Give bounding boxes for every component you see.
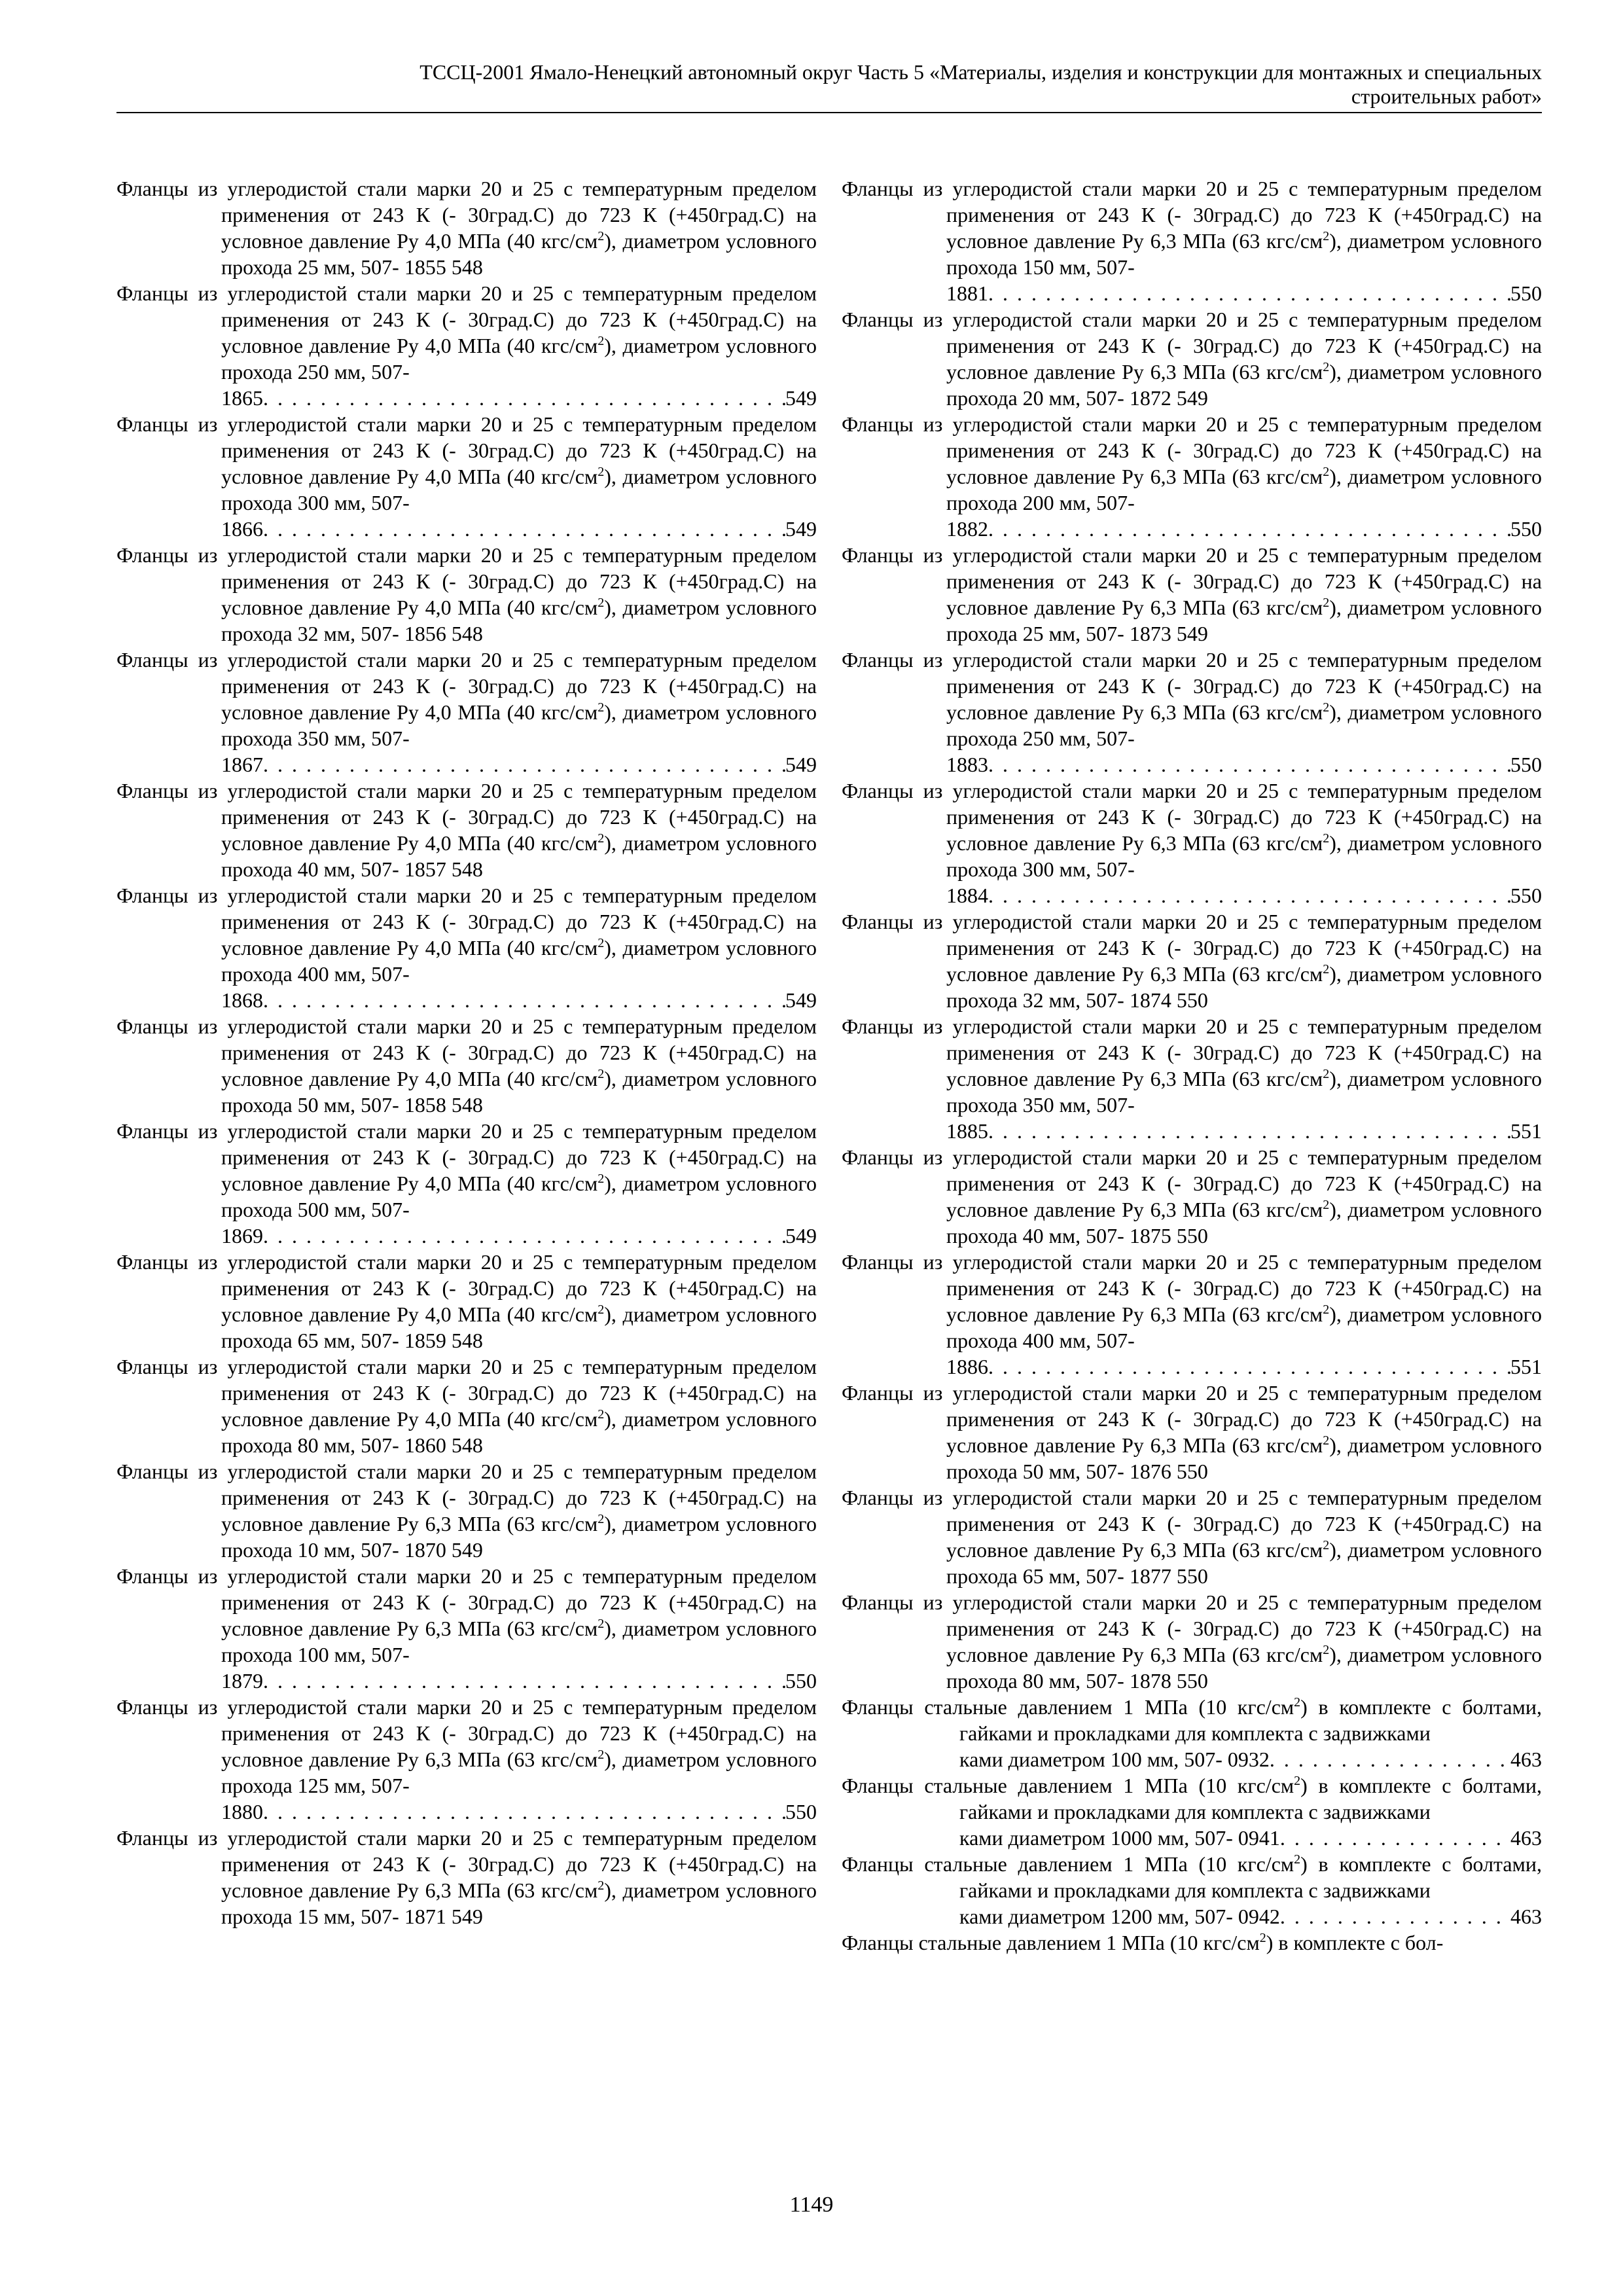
entry-code: ками диаметром 1000 мм, 507- 0941	[959, 1826, 1280, 1850]
entry-page-number: 548	[451, 1329, 483, 1352]
entry-code: 1866	[221, 517, 263, 541]
entry-superscript: 2	[1323, 229, 1330, 243]
entry-superscript: 2	[1323, 360, 1330, 374]
entry-page-number: 550	[1176, 1460, 1208, 1483]
entry-text: Фланцы из углеродистой стали марки 20 и 25 с температурным пределом применения от 243 К (- 30град.С) до 723 К (+450град.С) на условное давление Ру 4,0 МПа (40 кгс/см	[116, 1355, 817, 1431]
entry-page-number: 549	[1176, 622, 1208, 645]
entry-code: 1885	[946, 1119, 988, 1143]
index-entry	[842, 778, 1542, 882]
entry-text-tail: ), диаметром условного прохода 10 мм, 507- 1870	[221, 1512, 817, 1562]
dot-leader	[263, 1223, 785, 1249]
entry-page-number: 550	[1510, 281, 1542, 305]
entry-text: Фланцы из углеродистой стали марки 20 и 25 с температурным пределом применения от 243 К (- 30град.С) до 723 К (+450град.С) на условное давление Ру 6,3 МПа (63 кгс/см	[842, 1145, 1542, 1221]
entry-superscript: 2	[597, 1878, 605, 1893]
index-entry	[842, 1013, 1542, 1118]
entry-text: Фланцы стальные давлением 1 МПа (10 кгс/см	[842, 1931, 1260, 1954]
entry-leader-line	[842, 1746, 1542, 1772]
index-entry	[116, 1118, 817, 1223]
entry-text: Фланцы из углеродистой стали марки 20 и 25 с температурным пределом применения от 243 К (- 30град.С) до 723 К (+450град.С) на условное давление Ру 4,0 МПа (40 кгс/см	[116, 543, 817, 619]
entry-superscript: 2	[597, 1748, 605, 1762]
entry-text: Фланцы из углеродистой стали марки 20 и 25 с температурным пределом применения от 243 К (- 30град.С) до 723 К (+450град.С) на условное давление Ру 4,0 МПа (40 кгс/см	[116, 779, 817, 855]
entry-code: 1883	[946, 753, 988, 776]
dot-leader	[1270, 1746, 1510, 1772]
entry-leader-line	[842, 1903, 1542, 1929]
entry-page-number: 551	[1510, 1119, 1542, 1143]
entry-page-number: 548	[451, 1433, 483, 1457]
entry-superscript: 2	[1323, 962, 1330, 977]
index-entry	[842, 1694, 1542, 1746]
index-entry	[842, 647, 1542, 751]
entry-text: Фланцы из углеродистой стали марки 20 и 25 с температурным пределом применения от 243 К (- 30град.С) до 723 К (+450град.С) на условное давление Ру 4,0 МПа (40 кгс/см	[116, 1250, 817, 1326]
entry-text: Фланцы из углеродистой стали марки 20 и 25 с температурным пределом применения от 243 К (- 30град.С) до 723 К (+450град.С) на условное давление Ру 6,3 МПа (63 кгс/см	[842, 177, 1542, 253]
index-entry	[842, 1589, 1542, 1694]
entry-text-tail: ), диаметром условного прохода 125 мм, 507-	[221, 1748, 817, 1797]
index-entry	[842, 1929, 1542, 1956]
index-entry	[116, 1458, 817, 1563]
header-line-2: строительных работ»	[1351, 84, 1542, 108]
entry-leader-line	[842, 1825, 1542, 1851]
entry-superscript: 2	[1323, 1538, 1330, 1552]
entry-superscript: 2	[597, 1302, 605, 1317]
index-entry	[116, 542, 817, 647]
dot-leader	[988, 516, 1510, 542]
entry-leader-line	[116, 1799, 817, 1825]
entry-superscript: 2	[1323, 465, 1330, 479]
entry-text: Фланцы из углеродистой стали марки 20 и 25 с температурным пределом применения от 243 К (- 30град.С) до 723 К (+450град.С) на условное давление Ру 6,3 МПа (63 кгс/см	[842, 1250, 1542, 1326]
entry-page-number: 550	[785, 1800, 817, 1823]
entry-text: Фланцы стальные давлением 1 МПа (10 кгс/см	[842, 1774, 1294, 1797]
entry-text: Фланцы из углеродистой стали марки 20 и 25 с температурным пределом применения от 243 К (- 30град.С) до 723 К (+450град.С) на условное давление Ру 6,3 МПа (63 кгс/см	[116, 1564, 817, 1640]
index-entry	[116, 778, 817, 882]
dot-leader	[988, 1354, 1510, 1380]
running-header	[116, 60, 1542, 113]
index-entry	[842, 542, 1542, 647]
index-entry	[842, 306, 1542, 411]
entry-page-number: 548	[451, 857, 483, 881]
entry-page-number: 549	[785, 386, 817, 410]
dot-leader	[263, 751, 785, 778]
entry-text: Фланцы из углеродистой стали марки 20 и 25 с температурным пределом применения от 243 К (- 30град.С) до 723 К (+450град.С) на условное давление Ру 6,3 МПа (63 кгс/см	[842, 543, 1542, 619]
entry-page-number: 550	[1176, 1669, 1208, 1693]
entry-text: Фланцы из углеродистой стали марки 20 и 25 с температурным пределом применения от 243 К (- 30град.С) до 723 К (+450град.С) на условное давление Ру 4,0 МПа (40 кгс/см	[116, 1119, 817, 1195]
entry-code: ками диаметром 100 мм, 507- 0932	[959, 1748, 1270, 1771]
dot-leader	[263, 987, 785, 1013]
entry-leader-line	[116, 751, 817, 778]
index-column-right	[842, 175, 1542, 1956]
entry-text: Фланцы из углеродистой стали марки 20 и 25 с температурным пределом применения от 243 К (- 30град.С) до 723 К (+450град.С) на условное давление Ру 6,3 МПа (63 кгс/см	[842, 1381, 1542, 1457]
entry-page-number: 550	[1176, 1564, 1208, 1588]
entry-page-number: 463	[1510, 1905, 1542, 1928]
entry-superscript: 2	[597, 831, 605, 846]
index-entry	[842, 1144, 1542, 1249]
index-entry	[842, 175, 1542, 280]
entry-superscript: 2	[1323, 1433, 1330, 1448]
entry-text-tail: ), диаметром условного прохода 40 мм, 507- 1875	[946, 1198, 1543, 1247]
entry-text: Фланцы из углеродистой стали марки 20 и 25 с температурным пределом применения от 243 К (- 30град.С) до 723 К (+450град.С) на условное давление Ру 6,3 МПа (63 кгс/см	[116, 1695, 817, 1771]
entry-leader-line	[842, 516, 1542, 542]
entry-page-number: 550	[785, 1669, 817, 1693]
entry-text-tail: ) в комплекте с болтами, гайками и прокладками для комплекта с задвижками	[959, 1852, 1543, 1902]
entry-text: Фланцы из углеродистой стали марки 20 и 25 с температурным пределом применения от 243 К (- 30град.С) до 723 К (+450град.С) на условное давление Ру 6,3 МПа (63 кгс/см	[842, 779, 1542, 855]
entry-leader-line	[842, 1118, 1542, 1144]
entry-code: 1886	[946, 1355, 988, 1378]
entry-text-tail: ), диаметром условного прохода 100 мм, 507-	[221, 1617, 817, 1666]
index-entry	[842, 1380, 1542, 1484]
entry-superscript: 2	[1323, 700, 1330, 715]
index-entry	[116, 647, 817, 751]
index-entry	[116, 411, 817, 516]
entry-text-tail: ), диаметром условного прохода 65 мм, 507- 1859	[221, 1302, 817, 1352]
entry-text-tail: ), диаметром условного прохода 50 мм, 507- 1858	[221, 1067, 817, 1117]
entry-page-number: 463	[1510, 1748, 1542, 1771]
entry-page-number: 548	[451, 255, 483, 279]
entry-superscript: 2	[1323, 1302, 1330, 1317]
entry-superscript: 2	[597, 700, 605, 715]
entry-superscript: 2	[597, 465, 605, 479]
entry-text: Фланцы из углеродистой стали марки 20 и 25 с температурным пределом применения от 243 К (- 30град.С) до 723 К (+450град.С) на условное давление Ру 6,3 МПа (63 кгс/см	[842, 308, 1542, 384]
entry-code: 1881	[946, 281, 988, 305]
index-column-left	[116, 175, 817, 1929]
entry-text: Фланцы из углеродистой стали марки 20 и 25 с температурным пределом применения от 243 К (- 30град.С) до 723 К (+450град.С) на условное давление Ру 6,3 МПа (63 кгс/см	[842, 1486, 1542, 1562]
entry-text-tail: ), диаметром условного прохода 350 мм, 507-	[221, 700, 817, 750]
entry-text-tail: ), диаметром условного прохода 150 мм, 507-	[946, 229, 1543, 279]
entry-text-tail: ), диаметром условного прохода 400 мм, 507-	[221, 936, 817, 986]
entry-page-number: 549	[785, 753, 817, 776]
entry-superscript: 2	[1323, 831, 1330, 846]
entry-text-tail: ), диаметром условного прохода 20 мм, 507- 1872	[946, 360, 1543, 410]
entry-text: Фланцы из углеродистой стали марки 20 и 25 с температурным пределом применения от 243 К (- 30град.С) до 723 К (+450град.С) на условное давление Ру 6,3 МПа (63 кгс/см	[842, 648, 1542, 724]
entry-text: Фланцы из углеродистой стали марки 20 и 25 с температурным пределом применения от 243 К (- 30град.С) до 723 К (+450град.С) на условное давление Ру 6,3 МПа (63 кгс/см	[842, 1014, 1542, 1090]
entry-text: Фланцы из углеродистой стали марки 20 и 25 с температурным пределом применения от 243 К (- 30град.С) до 723 К (+450град.С) на условное давление Ру 6,3 МПа (63 кгс/см	[116, 1460, 817, 1535]
entry-leader-line	[116, 1223, 817, 1249]
index-entry	[116, 882, 817, 987]
index-entry	[116, 1563, 817, 1668]
entry-leader-line	[842, 1354, 1542, 1380]
entry-superscript: 2	[597, 936, 605, 950]
dot-leader	[263, 1799, 785, 1825]
dot-leader	[1280, 1825, 1510, 1851]
entry-page-number: 549	[451, 1538, 483, 1562]
entry-text-tail: ), диаметром условного прохода 400 мм, 507-	[946, 1302, 1543, 1352]
entry-superscript: 2	[597, 1067, 605, 1081]
entry-superscript: 2	[597, 1407, 605, 1422]
entry-superscript: 2	[1294, 1774, 1301, 1788]
entry-text-tail: ), диаметром условного прохода 80 мм, 507- 1878	[946, 1643, 1543, 1693]
index-entry	[842, 1484, 1542, 1589]
header-line-1: ТССЦ-2001 Ямало-Ненецкий автономный округ Часть 5 «Материалы, изделия и конструкции для монтажных и специальных	[419, 60, 1542, 84]
index-entry	[116, 1249, 817, 1354]
entry-text: Фланцы из углеродистой стали марки 20 и 25 с температурным пределом применения от 243 К (- 30град.С) до 723 К (+450град.С) на условное давление Ру 4,0 МПа (40 кгс/см	[116, 412, 817, 488]
entry-text-tail: ), диаметром условного прохода 40 мм, 507- 1857	[221, 831, 817, 881]
dot-leader	[263, 516, 785, 542]
entry-text: Фланцы из углеродистой стали марки 20 и 25 с температурным пределом применения от 243 К (- 30град.С) до 723 К (+450град.С) на условное давление Ру 6,3 МПа (63 кгс/см	[842, 412, 1542, 488]
entry-text: Фланцы из углеродистой стали марки 20 и 25 с температурным пределом применения от 243 К (- 30град.С) до 723 К (+450град.С) на условное давление Ру 6,3 МПа (63 кгс/см	[842, 910, 1542, 986]
entry-text-tail: ), диаметром условного прохода 300 мм, 507-	[946, 831, 1543, 881]
index-entry	[842, 411, 1542, 516]
entry-text-tail: ), диаметром условного прохода 32 мм, 507- 1856	[221, 596, 817, 645]
entry-text-tail: ), диаметром условного прохода 500 мм, 507-	[221, 1172, 817, 1221]
entry-code: 1884	[946, 884, 988, 907]
entry-page-number: 548	[451, 1093, 483, 1117]
entry-text: Фланцы стальные давлением 1 МПа (10 кгс/см	[842, 1695, 1294, 1719]
entry-text-tail: ), диаметром условного прохода 32 мм, 507- 1874	[946, 962, 1543, 1012]
entry-text-tail: ) в комплекте с болтами, гайками и прокладками для комплекта с задвижками	[959, 1774, 1543, 1823]
dot-leader	[263, 385, 785, 411]
entry-page-number: 463	[1510, 1826, 1542, 1850]
page-number: 1149	[789, 2193, 834, 2217]
entry-page-number: 550	[1510, 753, 1542, 776]
entry-text-tail: ) в комплекте с бол-	[1266, 1931, 1444, 1954]
index-entry	[116, 1013, 817, 1118]
entry-text: Фланцы из углеродистой стали марки 20 и 25 с температурным пределом применения от 243 К (- 30град.С) до 723 К (+450град.С) на условное давление Ру 6,3 МПа (63 кгс/см	[116, 1826, 817, 1902]
entry-text-tail: ), диаметром условного прохода 15 мм, 507- 1871	[221, 1878, 817, 1928]
entry-leader-line	[842, 751, 1542, 778]
dot-leader	[988, 882, 1510, 908]
entry-page-number: 549	[785, 1224, 817, 1247]
entry-leader-line	[116, 516, 817, 542]
entry-code: 1879	[221, 1669, 263, 1693]
entry-text: Фланцы из углеродистой стали марки 20 и 25 с температурным пределом применения от 243 К (- 30град.С) до 723 К (+450град.С) на условное давление Ру 4,0 МПа (40 кгс/см	[116, 281, 817, 357]
entry-superscript: 2	[1323, 596, 1330, 610]
entry-leader-line	[842, 882, 1542, 908]
entry-superscript: 2	[597, 1617, 605, 1631]
entry-text-tail: ), диаметром условного прохода 200 мм, 507-	[946, 465, 1543, 514]
entry-code: 1880	[221, 1800, 263, 1823]
entry-leader-line	[842, 280, 1542, 306]
entry-superscript: 2	[1323, 1198, 1330, 1212]
entry-text: Фланцы из углеродистой стали марки 20 и 25 с температурным пределом применения от 243 К (- 30град.С) до 723 К (+450град.С) на условное давление Ру 4,0 МПа (40 кгс/см	[116, 177, 817, 253]
index-entry	[116, 280, 817, 385]
entry-text-tail: ), диаметром условного прохода 250 мм, 507-	[221, 334, 817, 384]
entry-superscript: 2	[597, 1512, 605, 1526]
entry-superscript: 2	[597, 596, 605, 610]
entry-page-number: 548	[451, 622, 483, 645]
entry-text-tail: ), диаметром условного прохода 25 мм, 507- 1855	[221, 229, 817, 279]
entry-page-number: 549	[1176, 386, 1208, 410]
index-entry	[116, 1825, 817, 1929]
entry-leader-line	[116, 385, 817, 411]
entry-text-tail: ), диаметром условного прохода 300 мм, 507-	[221, 465, 817, 514]
dot-leader	[988, 280, 1510, 306]
entry-text: Фланцы из углеродистой стали марки 20 и 25 с температурным пределом применения от 243 К (- 30град.С) до 723 К (+450град.С) на условное давление Ру 4,0 МПа (40 кгс/см	[116, 1014, 817, 1090]
entry-code: 1868	[221, 988, 263, 1012]
entry-superscript: 2	[597, 334, 605, 348]
entry-superscript: 2	[1294, 1852, 1301, 1867]
entry-page-number: 550	[1176, 1224, 1208, 1247]
index-entry	[842, 1851, 1542, 1903]
entry-superscript: 2	[597, 229, 605, 243]
entry-text-tail: ), диаметром условного прохода 65 мм, 507- 1877	[946, 1538, 1543, 1588]
entry-text-tail: ), диаметром условного прохода 50 мм, 507- 1876	[946, 1433, 1543, 1483]
entry-page-number: 550	[1176, 988, 1208, 1012]
entry-text-tail: ), диаметром условного прохода 80 мм, 507- 1860	[221, 1407, 817, 1457]
entry-page-number: 549	[451, 1905, 483, 1928]
entry-superscript: 2	[1294, 1695, 1301, 1710]
entry-code: ками диаметром 1200 мм, 507- 0942	[959, 1905, 1280, 1928]
entry-page-number: 550	[1510, 884, 1542, 907]
dot-leader	[1280, 1903, 1510, 1929]
index-entry	[116, 1354, 817, 1458]
entry-code: 1869	[221, 1224, 263, 1247]
entry-superscript: 2	[597, 1172, 605, 1186]
entry-text: Фланцы из углеродистой стали марки 20 и 25 с температурным пределом применения от 243 К (- 30град.С) до 723 К (+450град.С) на условное давление Ру 6,3 МПа (63 кгс/см	[842, 1590, 1542, 1666]
entry-text: Фланцы из углеродистой стали марки 20 и 25 с температурным пределом применения от 243 К (- 30град.С) до 723 К (+450град.С) на условное давление Ру 4,0 МПа (40 кгс/см	[116, 884, 817, 960]
entry-superscript: 2	[1323, 1643, 1330, 1657]
entry-page-number: 549	[785, 988, 817, 1012]
entry-superscript: 2	[1323, 1067, 1330, 1081]
entry-text: Фланцы стальные давлением 1 МПа (10 кгс/см	[842, 1852, 1294, 1876]
entry-leader-line	[116, 1668, 817, 1694]
dot-leader	[988, 751, 1510, 778]
index-entry	[842, 908, 1542, 1013]
entry-code: 1865	[221, 386, 263, 410]
entry-text-tail: ), диаметром условного прохода 250 мм, 507-	[946, 700, 1543, 750]
dot-leader	[263, 1668, 785, 1694]
entry-superscript: 2	[1259, 1931, 1266, 1945]
entry-code: 1882	[946, 517, 988, 541]
index-entry	[116, 175, 817, 280]
entry-page-number: 550	[1510, 517, 1542, 541]
index-entry	[842, 1772, 1542, 1825]
entry-text: Фланцы из углеродистой стали марки 20 и 25 с температурным пределом применения от 243 К (- 30град.С) до 723 К (+450град.С) на условное давление Ру 4,0 МПа (40 кгс/см	[116, 648, 817, 724]
index-entry	[116, 1694, 817, 1799]
entry-page-number: 549	[785, 517, 817, 541]
entry-text-tail: ) в комплекте с болтами, гайками и прокладками для комплекта с задвижками	[959, 1695, 1543, 1745]
entry-text-tail: ), диаметром условного прохода 25 мм, 507- 1873	[946, 596, 1543, 645]
entry-text-tail: ), диаметром условного прохода 350 мм, 507-	[946, 1067, 1543, 1117]
entry-leader-line	[116, 987, 817, 1013]
dot-leader	[988, 1118, 1510, 1144]
entry-page-number: 551	[1510, 1355, 1542, 1378]
entry-code: 1867	[221, 753, 263, 776]
index-entry	[842, 1249, 1542, 1354]
